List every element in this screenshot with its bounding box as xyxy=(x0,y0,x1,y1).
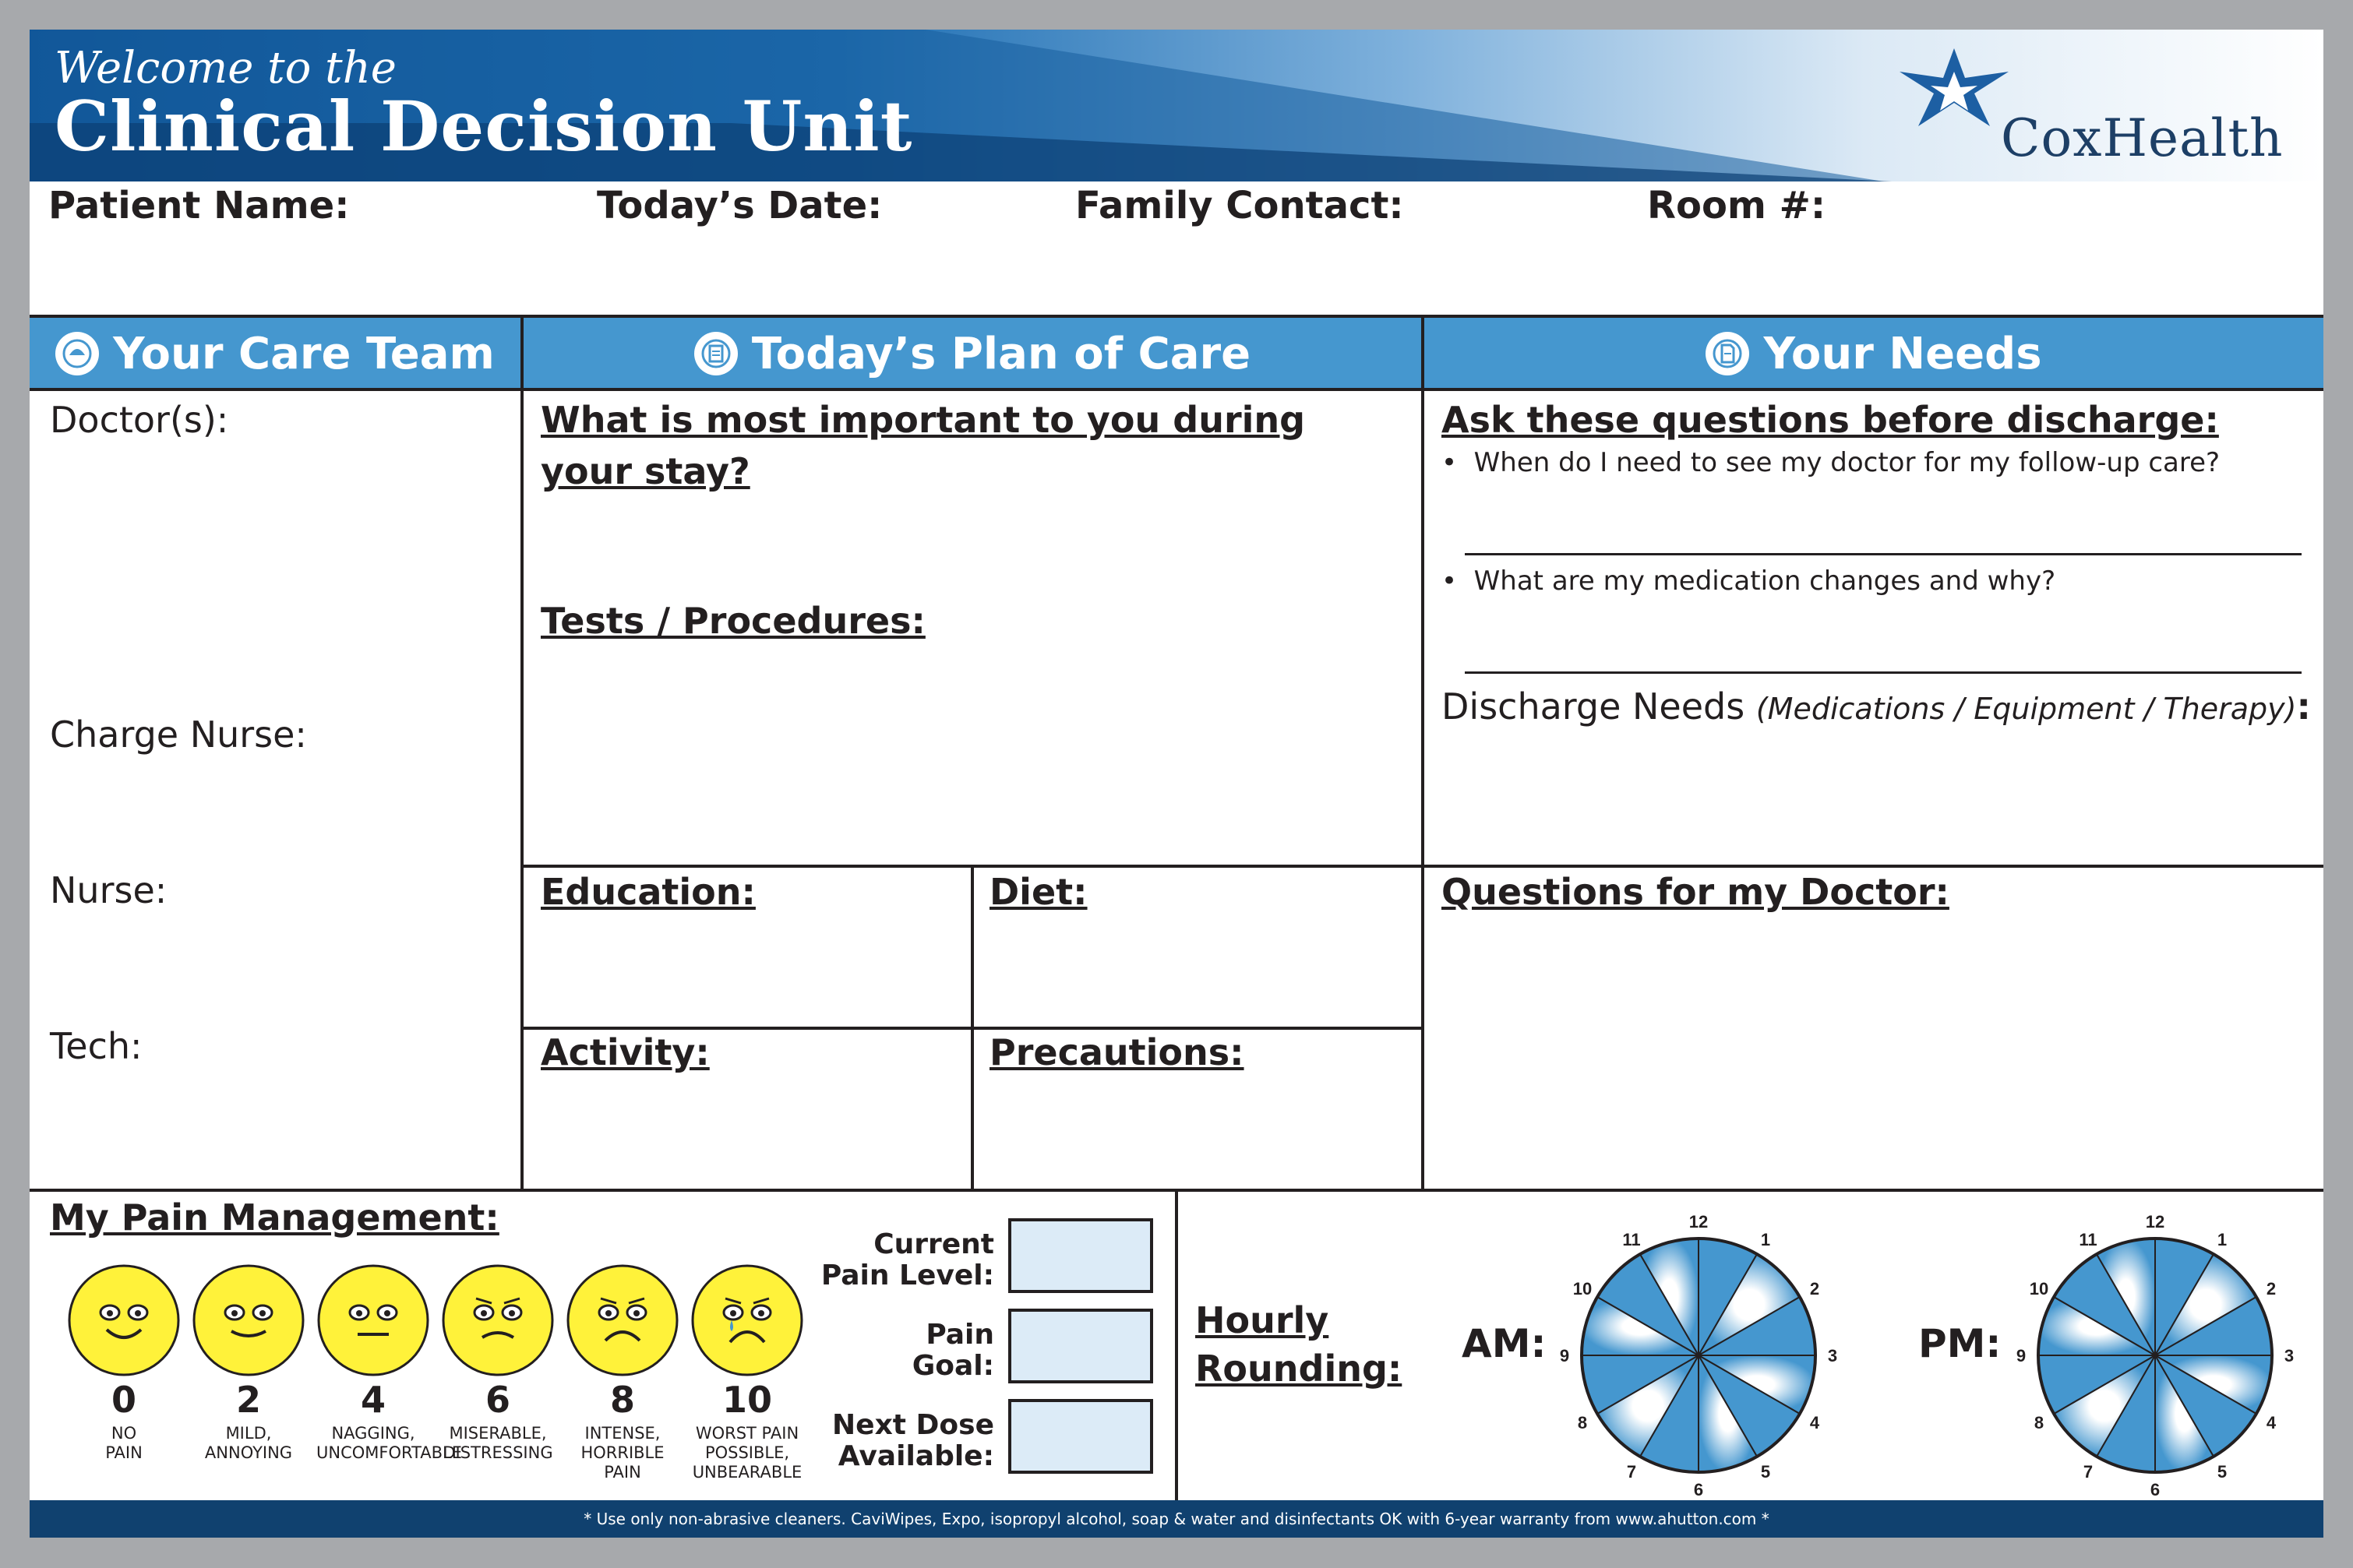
next-dose-label-1: Next Dose xyxy=(832,1409,994,1441)
needs-title: Your Needs xyxy=(1763,328,2042,379)
pain-desc: MISERABLE, DISTRESSING xyxy=(443,1424,553,1463)
pain-goal-box[interactable] xyxy=(1008,1309,1153,1383)
clock-hour-label: 9 xyxy=(2016,1346,2027,1365)
clock-hour-label: 8 xyxy=(1577,1413,1588,1432)
question-1-text: When do I need to see my doctor for my follow-up care? xyxy=(1473,447,2221,478)
current-pain-label xyxy=(807,1229,994,1291)
plan-of-care-header xyxy=(524,318,1421,389)
nurse-label: Nurse: xyxy=(50,869,168,911)
face-icon xyxy=(441,1263,555,1377)
clock-hour-label: 11 xyxy=(1622,1230,1641,1249)
clock-hour-label: 7 xyxy=(2083,1462,2094,1482)
pain-face xyxy=(690,1263,804,1483)
pm-rounding-clock xyxy=(1999,1200,2311,1514)
ask-questions-title: Ask these questions before discharge: xyxy=(1441,399,2219,441)
pain-goal-label xyxy=(807,1320,994,1381)
clock-hour-label: 11 xyxy=(2079,1230,2097,1249)
care-team-header xyxy=(30,318,520,389)
current-pain-label-1: Current xyxy=(873,1228,994,1260)
face-icon xyxy=(192,1263,305,1377)
footer-bar xyxy=(30,1500,2323,1538)
next-dose-label-2: Available: xyxy=(838,1439,994,1472)
pain-value: 6 xyxy=(485,1379,510,1421)
todays-date-label: Today’s Date: xyxy=(597,184,883,227)
tech-label: Tech: xyxy=(50,1025,143,1067)
pain-goal-label-1: Pain xyxy=(926,1319,994,1351)
pain-scale xyxy=(67,1263,804,1483)
important-question-line1: What is most important to you during xyxy=(541,399,1306,441)
pm-label: PM: xyxy=(1918,1321,2002,1366)
clock-hour-label: 6 xyxy=(2150,1480,2161,1499)
pain-face xyxy=(316,1263,463,1483)
am-rounding-clock xyxy=(1543,1200,1854,1514)
divider xyxy=(1175,1190,1178,1500)
plan-of-care-title: Today’s Plan of Care xyxy=(751,328,1251,379)
family-contact-label: Family Contact: xyxy=(1075,184,1404,227)
pain-value: 2 xyxy=(235,1379,261,1421)
pain-value: 0 xyxy=(111,1379,136,1421)
coxhealth-logo: CoxHealth xyxy=(2001,108,2284,168)
pain-value: 10 xyxy=(721,1379,772,1421)
document-icon xyxy=(1706,332,1749,375)
discharge-needs-detail: (Medications / Equipment / Therapy) xyxy=(1755,692,2297,726)
clock-hour-label: 8 xyxy=(2034,1413,2044,1432)
clock-hour-label: 2 xyxy=(2266,1279,2277,1298)
divider xyxy=(520,315,524,1192)
face-icon xyxy=(67,1263,181,1377)
education-label: Education: xyxy=(541,871,756,913)
clock-hour-label: 1 xyxy=(1760,1230,1771,1249)
face-icon xyxy=(316,1263,430,1377)
clock-hour-label: 6 xyxy=(1693,1480,1704,1499)
welcome-text: Welcome to the xyxy=(55,43,397,93)
pain-desc: MILD, ANNOYING xyxy=(204,1424,293,1463)
pain-value: 8 xyxy=(609,1379,635,1421)
pain-face xyxy=(566,1263,679,1483)
clock-hour-label: 5 xyxy=(1760,1462,1771,1482)
clock-hour-label: 4 xyxy=(2266,1413,2277,1432)
clock-hour-label: 7 xyxy=(1626,1462,1637,1482)
hourly-rounding-title-1: Hourly xyxy=(1195,1299,1329,1341)
clock-hour-label: 3 xyxy=(1827,1346,1838,1365)
current-pain-box[interactable] xyxy=(1008,1218,1153,1293)
answer-line xyxy=(1465,553,2302,555)
tests-procedures-label: Tests / Procedures: xyxy=(541,600,926,642)
current-pain-label-2: Pain Level: xyxy=(820,1259,994,1291)
questions-for-doctor-label: Questions for my Doctor: xyxy=(1441,871,1949,913)
divider xyxy=(520,865,2323,868)
pain-desc: INTENSE, HORRIBLE PAIN xyxy=(580,1424,665,1482)
clock-hour-label: 5 xyxy=(2217,1462,2228,1482)
pain-desc: WORST PAIN POSSIBLE, UNBEARABLE xyxy=(692,1424,803,1482)
discharge-needs-label xyxy=(1441,685,2311,728)
pain-goal-label-2: Goal: xyxy=(912,1349,994,1382)
important-question-line2: your stay? xyxy=(541,450,750,492)
clock-hour-label: 10 xyxy=(2029,1279,2049,1298)
diet-label: Diet: xyxy=(990,871,1088,913)
next-dose-box[interactable] xyxy=(1008,1399,1153,1474)
pain-face xyxy=(441,1263,555,1483)
face-icon xyxy=(690,1263,804,1377)
room-label: Room #: xyxy=(1647,184,1826,227)
face-icon xyxy=(566,1263,679,1377)
answer-line xyxy=(1465,671,2302,674)
am-label: AM: xyxy=(1462,1321,1547,1366)
clock-hour-label: 9 xyxy=(1559,1346,1570,1365)
nurse-icon xyxy=(55,332,99,375)
discharge-needs-colon: : xyxy=(2296,685,2311,728)
pain-desc: NAGGING, UNCOMFORTABLE xyxy=(316,1424,463,1463)
precautions-label: Precautions: xyxy=(990,1031,1244,1073)
hourly-rounding-title xyxy=(1195,1296,1402,1393)
clock-hour-label: 1 xyxy=(2217,1230,2228,1249)
question-2: • What are my medication changes and why? xyxy=(1441,566,2056,597)
clock-hour-label: 4 xyxy=(1809,1413,1820,1432)
discharge-needs-text: Discharge Needs xyxy=(1441,685,1745,728)
pain-desc: NO PAIN xyxy=(105,1424,143,1463)
pain-face xyxy=(192,1263,305,1483)
care-team-title: Your Care Team xyxy=(113,328,495,379)
hourly-rounding-title-2: Rounding: xyxy=(1195,1348,1402,1390)
divider xyxy=(1421,315,1424,1192)
clock-hour-label: 12 xyxy=(2145,1212,2165,1231)
doctors-label: Doctor(s): xyxy=(50,399,229,441)
page-title: Clinical Decision Unit xyxy=(55,86,913,167)
charge-nurse-label: Charge Nurse: xyxy=(50,714,307,756)
clock-hour-label: 12 xyxy=(1688,1212,1709,1231)
star-logo-icon xyxy=(1900,48,2009,137)
clock-hour-label: 10 xyxy=(1572,1279,1593,1298)
footer-text: * Use only non-abrasive cleaners. CaviWipes, Expo, isopropyl alcohol, soap & water and disinfectants OK with 6-year warranty from www.ahutton.com * xyxy=(584,1510,1769,1528)
clipboard-icon xyxy=(694,332,738,375)
patient-name-label: Patient Name: xyxy=(48,184,350,227)
needs-header xyxy=(1424,318,2323,389)
pain-management-title: My Pain Management: xyxy=(50,1196,499,1239)
pain-face xyxy=(67,1263,181,1483)
activity-label: Activity: xyxy=(541,1031,710,1073)
question-2-text: What are my medication changes and why? xyxy=(1473,566,2056,597)
clock-hour-label: 2 xyxy=(1809,1279,1820,1298)
question-1: • When do I need to see my doctor for my follow-up care? xyxy=(1441,447,2221,478)
next-dose-label xyxy=(807,1410,994,1471)
pain-value: 4 xyxy=(360,1379,386,1421)
clock-hour-label: 3 xyxy=(2284,1346,2295,1365)
